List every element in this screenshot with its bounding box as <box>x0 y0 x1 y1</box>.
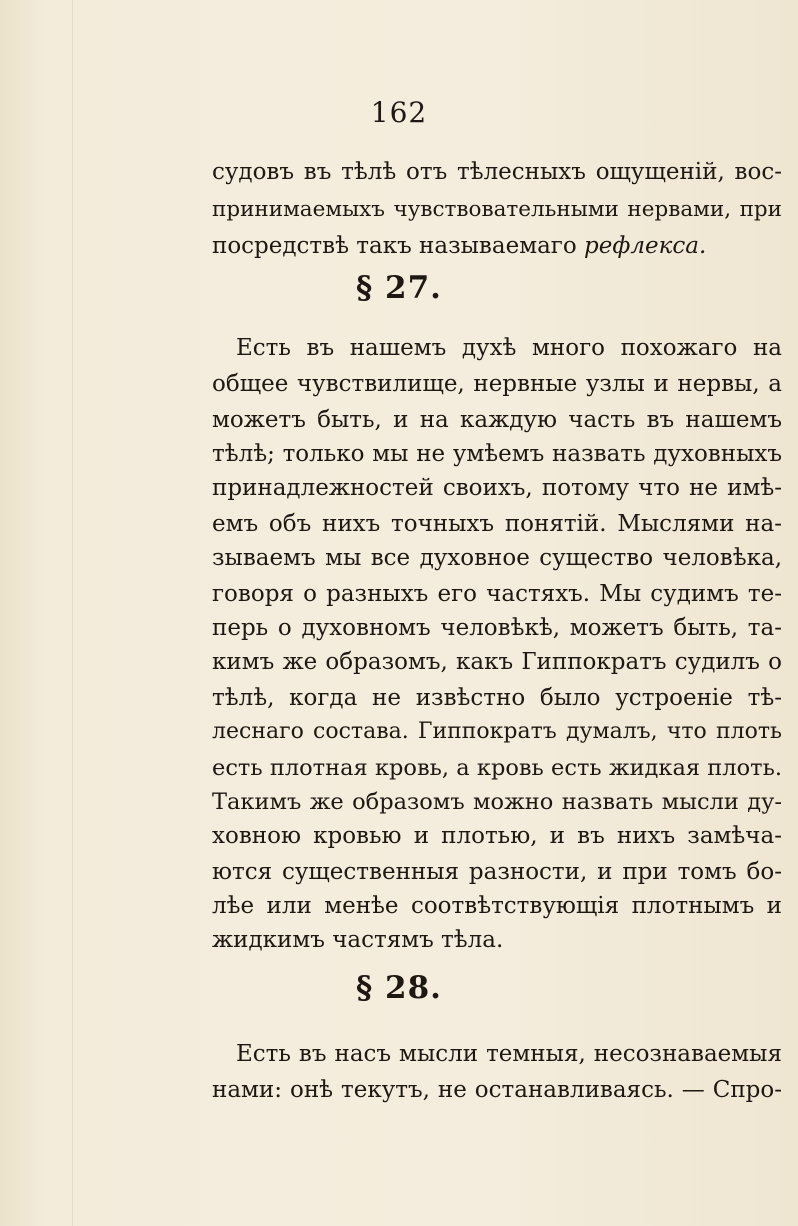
text-line: говоря о разныхъ его частяхъ. Мы судимъ те- <box>212 581 782 607</box>
text-line: емъ объ нихъ точныхъ понятій. Мыслями на- <box>212 511 782 537</box>
text-line: кимъ же образомъ, какъ Гиппократъ судилъ о <box>212 649 782 675</box>
page-gutter <box>72 0 73 1226</box>
text-line: общее чувствилище, нервные узлы и нервы, а <box>212 371 782 397</box>
text-line: ховною кровью и плотью, и въ нихъ замѣча- <box>212 823 782 849</box>
text-line: леснаго состава. Гиппократъ думалъ, что плоть <box>212 719 782 744</box>
text-line <box>212 228 782 264</box>
text-line: ются существенныя разности, и при томъ бо- <box>212 859 782 885</box>
text-line: жидкимъ частямъ тѣла. <box>212 927 504 953</box>
text-line: тѣлѣ, когда не извѣстно было устроеніе тѣ- <box>212 685 782 711</box>
text-line: нами: онѣ текутъ, не останавливаясь. — Спро- <box>212 1077 782 1103</box>
text-line: Такимъ же образомъ можно назвать мысли ду- <box>212 789 782 815</box>
section-heading: § 28. <box>356 970 442 1006</box>
text-line: лѣе или менѣе соотвѣтствующія плотнымъ и <box>212 893 782 919</box>
text-line: Есть въ нашемъ духѣ много похожаго на <box>236 335 782 361</box>
text-line: тѣлѣ; только мы не умѣемъ назвать духовныхъ <box>212 441 782 467</box>
page-number: 162 <box>370 96 428 129</box>
text-line: зываемъ мы все духовное существо человѣка, <box>212 545 782 571</box>
text-span: посредствѣ такъ называемаго <box>212 233 585 259</box>
text-line: Есть въ насъ мысли темныя, несознаваемыя <box>236 1041 782 1067</box>
text-line: можетъ быть, и на каждую часть въ нашемъ <box>212 407 782 433</box>
text-line: перь о духовномъ человѣкѣ, можетъ быть, та- <box>212 615 782 641</box>
section-heading: § 27. <box>356 270 442 306</box>
italic-term: рефлекса. <box>584 233 707 259</box>
text-line: принимаемыхъ чувствовательными нервами, при <box>212 197 782 222</box>
text-line: судовъ въ тѣлѣ отъ тѣлесныхъ ощущеній, вос- <box>212 159 782 185</box>
text-line: есть плотная кровь, а кровь есть жидкая плоть. <box>212 755 782 781</box>
text-line: принадлежностей своихъ, потому что не имѣ- <box>212 475 782 501</box>
